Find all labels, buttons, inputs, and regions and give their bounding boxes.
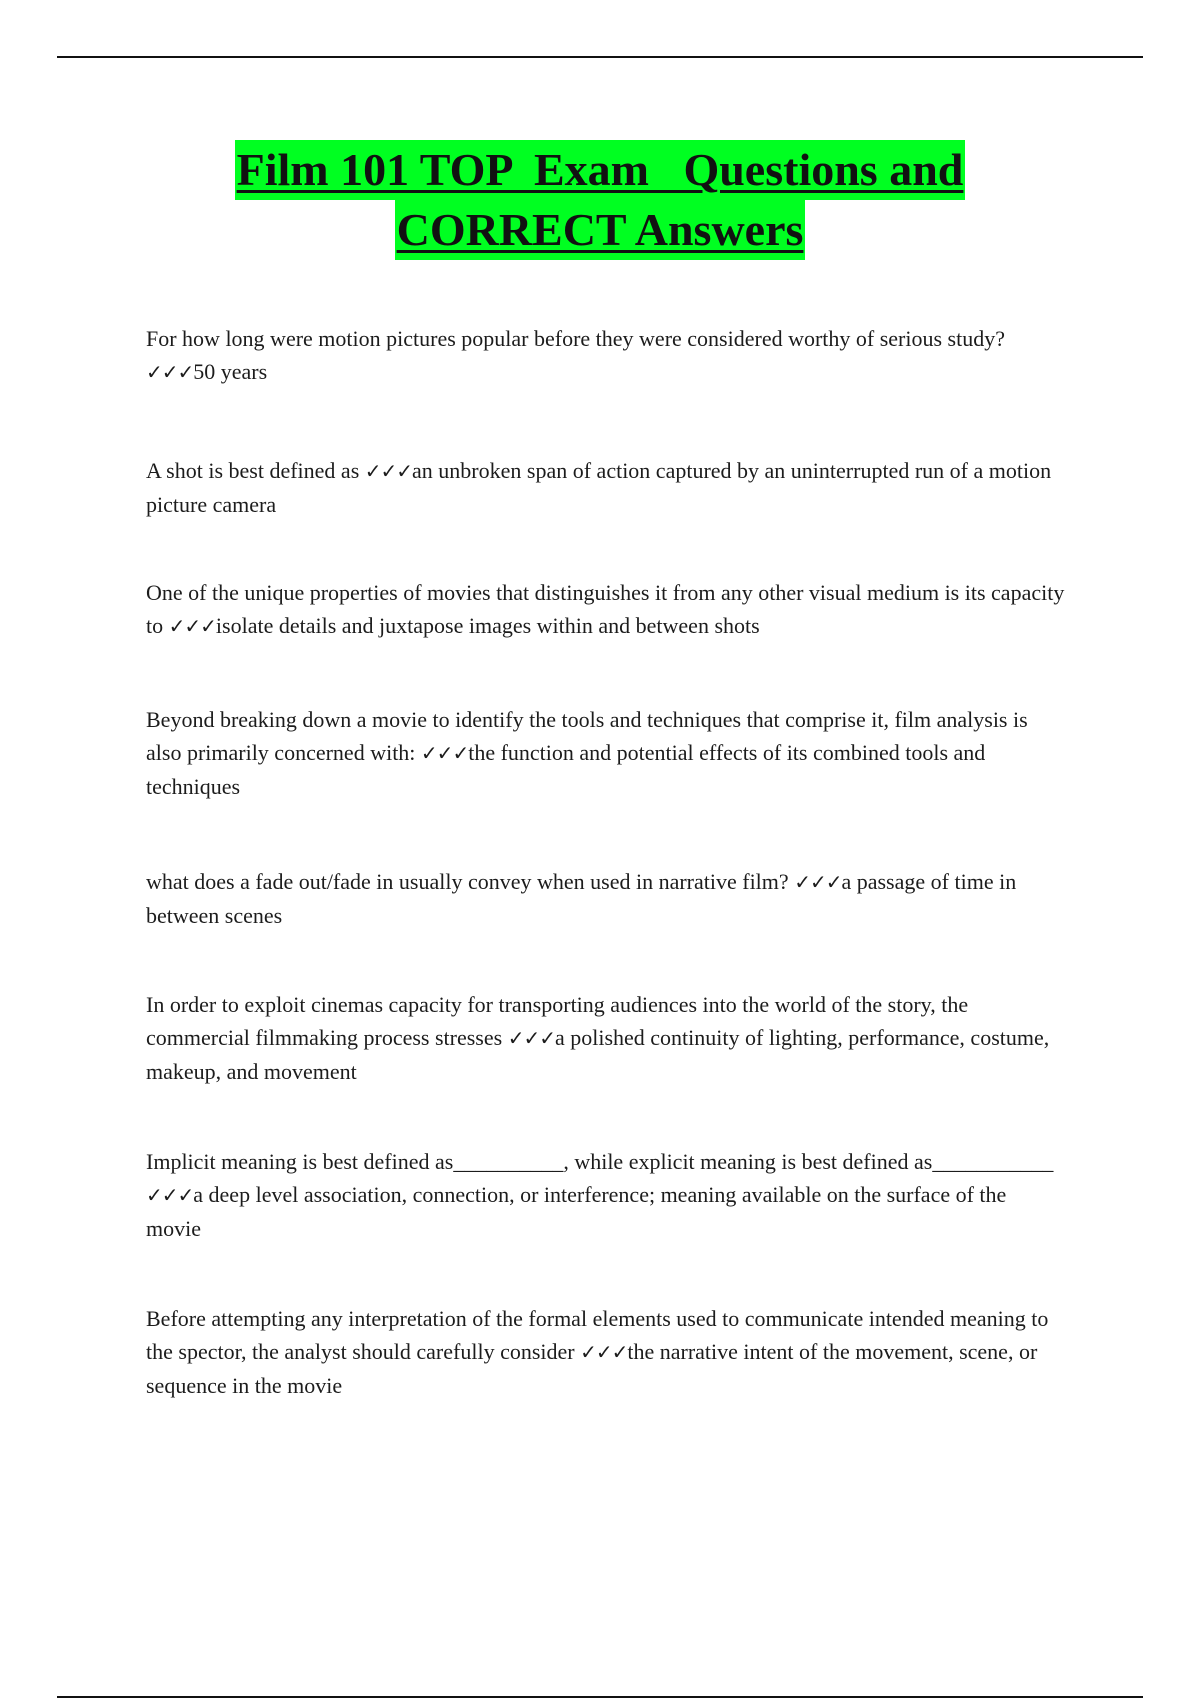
checkmark-icon: ✓✓✓: [146, 360, 194, 384]
qa-item-2: [146, 454, 1066, 521]
question-text: Beyond breaking down a movie to identify the tools and techniques that comprise it, film analysis is also primarily concerned with:: [146, 707, 1028, 765]
qa-item-3: [146, 576, 1066, 643]
answer-text: a polished continuity of lighting, performance, costume, makeup, and movement: [146, 1025, 1050, 1084]
question-text: Implicit meaning is best defined as__________, while explicit meaning is best defined as___________: [146, 1149, 1054, 1174]
checkmark-icon: ✓✓✓: [146, 1183, 194, 1207]
bottom-rule: [57, 1696, 1143, 1698]
question-text: what does a fade out/fade in usually convey when used in narrative film?: [146, 869, 795, 894]
answer-text: the narrative intent of the movement, scene, or sequence in the movie: [146, 1339, 1038, 1398]
qa-item-7: [146, 1145, 1066, 1245]
checkmark-icon: ✓✓✓: [580, 1340, 628, 1364]
question-text: One of the unique properties of movies that distinguishes it from any other visual medium is its capacity to: [146, 580, 1065, 638]
question-text: Before attempting any interpretation of the formal elements used to communicate intended meaning to the spector, the analyst should carefully consider: [146, 1306, 1049, 1364]
question-text: In order to exploit cinemas capacity for transporting audiences into the world of the story, the commercial filmmaking process stresses: [146, 992, 969, 1050]
answer-text: an unbroken span of action captured by an uninterrupted run of a motion picture camera: [146, 458, 1052, 517]
answer-text: the function and potential effects of its combined tools and techniques: [146, 740, 986, 799]
qa-item-5: [146, 865, 1066, 932]
question-text: A shot is best defined as: [146, 458, 365, 483]
qa-item-1: [146, 322, 1066, 389]
title-line-1: Film 101 TOP Exam Questions and: [235, 140, 966, 200]
answer-text: a deep level association, connection, or interference; meaning available on the surface of the movie: [146, 1182, 1007, 1241]
answer-text: isolate details and juxtapose images within and between shots: [215, 613, 760, 638]
answer-text: 50 years: [193, 359, 268, 384]
qa-item-4: [146, 703, 1066, 803]
question-text: For how long were motion pictures popular before they were considered worthy of serious study?: [146, 326, 1005, 351]
answer-text: a passage of time in between scenes: [146, 869, 1017, 928]
qa-item-8: [146, 1302, 1066, 1402]
page-title: [0, 140, 1200, 260]
checkmark-icon: ✓✓✓: [794, 870, 842, 894]
top-rule: [57, 56, 1143, 58]
checkmark-icon: ✓✓✓: [168, 614, 216, 638]
checkmark-icon: ✓✓✓: [364, 459, 413, 483]
title-line-2: CORRECT Answers: [395, 200, 806, 260]
checkmark-icon: ✓✓✓: [420, 741, 469, 765]
qa-item-6: [146, 988, 1066, 1088]
checkmark-icon: ✓✓✓: [507, 1026, 555, 1050]
